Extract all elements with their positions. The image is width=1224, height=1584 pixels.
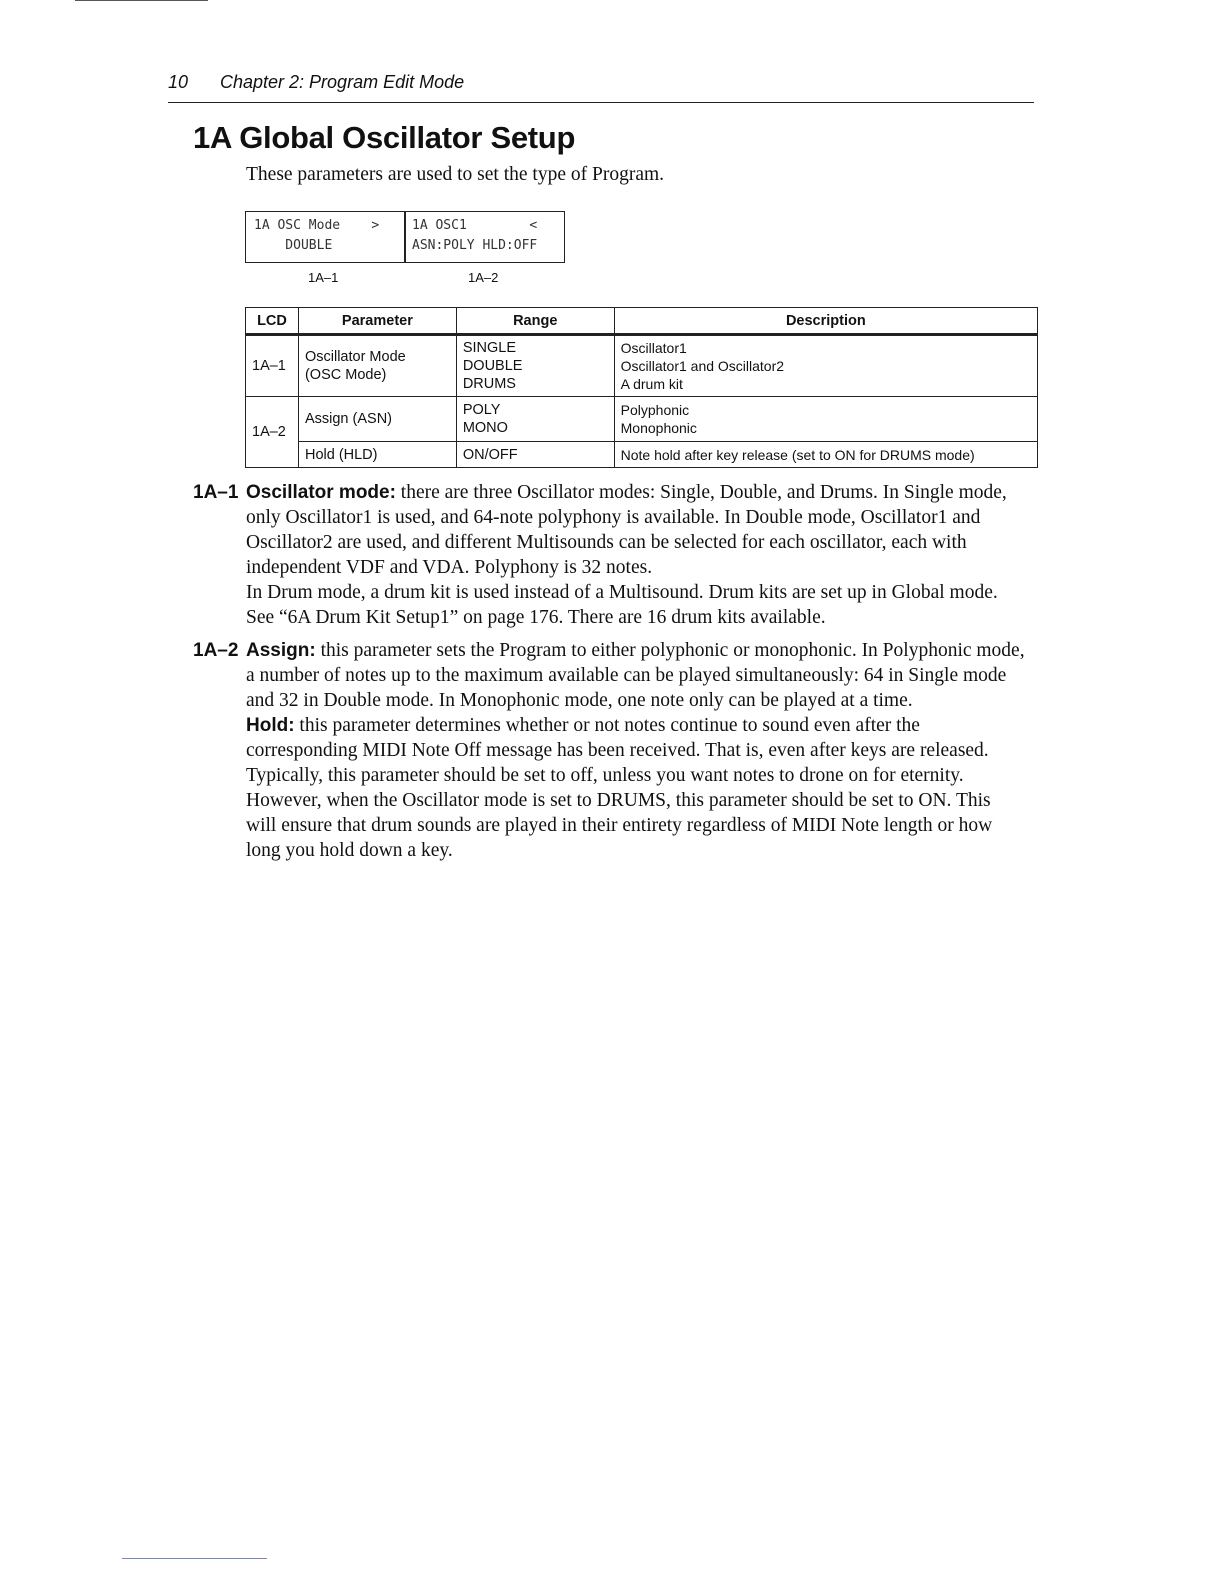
cell-range xyxy=(456,397,614,442)
paragraph-assign xyxy=(246,638,1036,713)
range-line: MONO xyxy=(462,420,508,436)
parameter-table xyxy=(245,307,1038,468)
text-line xyxy=(246,713,1036,738)
section-title: 1A Global Oscillator Setup xyxy=(193,120,576,155)
text-line: independent VDF and VDA. Polyphony is 32 notes. xyxy=(246,557,653,578)
table-header-row xyxy=(246,308,1038,335)
desc-line: Oscillator1 and Oscillator2 xyxy=(620,358,785,374)
lcd-right-line1: 1A OSC1 < xyxy=(412,218,538,233)
lcd-caption-right: 1A–2 xyxy=(468,270,499,285)
paragraph-label: 1A–1 xyxy=(193,482,239,503)
term-hold: Hold: xyxy=(246,715,295,736)
desc-line: Monophonic xyxy=(620,420,697,436)
lcd-right-line2: ASN:POLY HLD:OFF xyxy=(412,238,538,253)
text-line: a number of notes up to the maximum available can be played simultaneously: 64 in Single mode xyxy=(246,665,1007,686)
cell-description: Note hold after key release (set to ON for DRUMS mode) xyxy=(614,442,1037,468)
scan-artifact-line xyxy=(75,0,208,1)
header-lcd: LCD xyxy=(246,308,299,335)
desc-line: Oscillator1 xyxy=(620,340,687,356)
text-line: Typically, this parameter should be set to off, unless you want notes to drone on for eternity. xyxy=(246,765,964,786)
text-line: and 32 in Double mode. In Monophonic mode, one note only can be played at a time. xyxy=(246,690,913,711)
text-segment: this parameter determines whether or not notes continue to sound even after the xyxy=(299,715,920,736)
cell-lcd: 1A–1 xyxy=(246,335,299,397)
page-number: 10 xyxy=(168,72,189,92)
range-line: DOUBLE xyxy=(462,358,523,374)
text-line xyxy=(246,638,1036,663)
cell-lcd: 1A–2 xyxy=(246,397,299,468)
header-range: Range xyxy=(456,308,614,335)
header-description: Description xyxy=(614,308,1037,335)
table-row xyxy=(246,397,1038,442)
text-line: only Oscillator1 is used, and 64-note polyphony is available. In Double mode, Oscillator1 and xyxy=(246,507,981,528)
lcd-display xyxy=(245,211,565,263)
table-row xyxy=(246,335,1038,397)
param-line: Oscillator Mode xyxy=(304,349,406,365)
text-line: long you hold down a key. xyxy=(246,840,453,861)
cell-parameter: Hold (HLD) xyxy=(298,442,456,468)
cell-parameter: Assign (ASN) xyxy=(298,397,456,442)
lcd-divider xyxy=(404,212,406,262)
cell-range: ON/OFF xyxy=(456,442,614,468)
lcd-left-line2: DOUBLE xyxy=(254,238,333,253)
term-oscillator-mode: Oscillator mode: xyxy=(246,482,396,503)
section-intro: These parameters are used to set the type of Program. xyxy=(246,164,665,185)
text-line: will ensure that drum sounds are played in their entirety regardless of MIDI Note length or how xyxy=(246,815,993,836)
paragraph-drum-mode xyxy=(246,580,1036,630)
desc-line: A drum kit xyxy=(620,376,683,392)
paragraph-hold xyxy=(246,713,1036,863)
text-line: corresponding MIDI Note Off message has been received. That is, even after keys are released. xyxy=(246,740,989,761)
text-line: In Drum mode, a drum kit is used instead of a Multisound. Drum kits are set up in Global mode. xyxy=(246,582,998,603)
cell-parameter xyxy=(298,335,456,397)
term-assign: Assign: xyxy=(246,640,316,661)
text-line xyxy=(246,480,1036,505)
running-header xyxy=(168,70,1034,103)
scan-artifact-line xyxy=(122,1558,267,1559)
text-line: See “6A Drum Kit Setup1” on page 176. There are 16 drum kits available. xyxy=(246,607,826,628)
cell-range xyxy=(456,335,614,397)
text-segment: there are three Oscillator modes: Single, Double, and Drums. In Single mode, xyxy=(400,482,1007,503)
param-line: (OSC Mode) xyxy=(304,367,387,383)
paragraph-label: 1A–2 xyxy=(193,640,239,661)
lcd-left-line1: 1A OSC Mode > xyxy=(254,218,380,233)
desc-line: Polyphonic xyxy=(620,402,690,418)
cell-description xyxy=(614,397,1037,442)
range-line: SINGLE xyxy=(462,340,516,356)
chapter-title: Chapter 2: Program Edit Mode xyxy=(220,72,465,92)
paragraph-oscillator-mode xyxy=(246,480,1036,580)
text-line: However, when the Oscillator mode is set to DRUMS, this parameter should be set to ON. This xyxy=(246,790,991,811)
header-parameter: Parameter xyxy=(298,308,456,335)
text-line: Oscillator2 are used, and different Multisounds can be selected for each oscillator, each with xyxy=(246,532,967,553)
range-line: POLY xyxy=(462,402,501,418)
text-segment: this parameter sets the Program to either polyphonic or monophonic. In Polyphonic mode, xyxy=(320,640,1025,661)
lcd-caption-left: 1A–1 xyxy=(308,270,339,285)
cell-description xyxy=(614,335,1037,397)
range-line: DRUMS xyxy=(462,376,516,392)
table-row xyxy=(246,442,1038,468)
